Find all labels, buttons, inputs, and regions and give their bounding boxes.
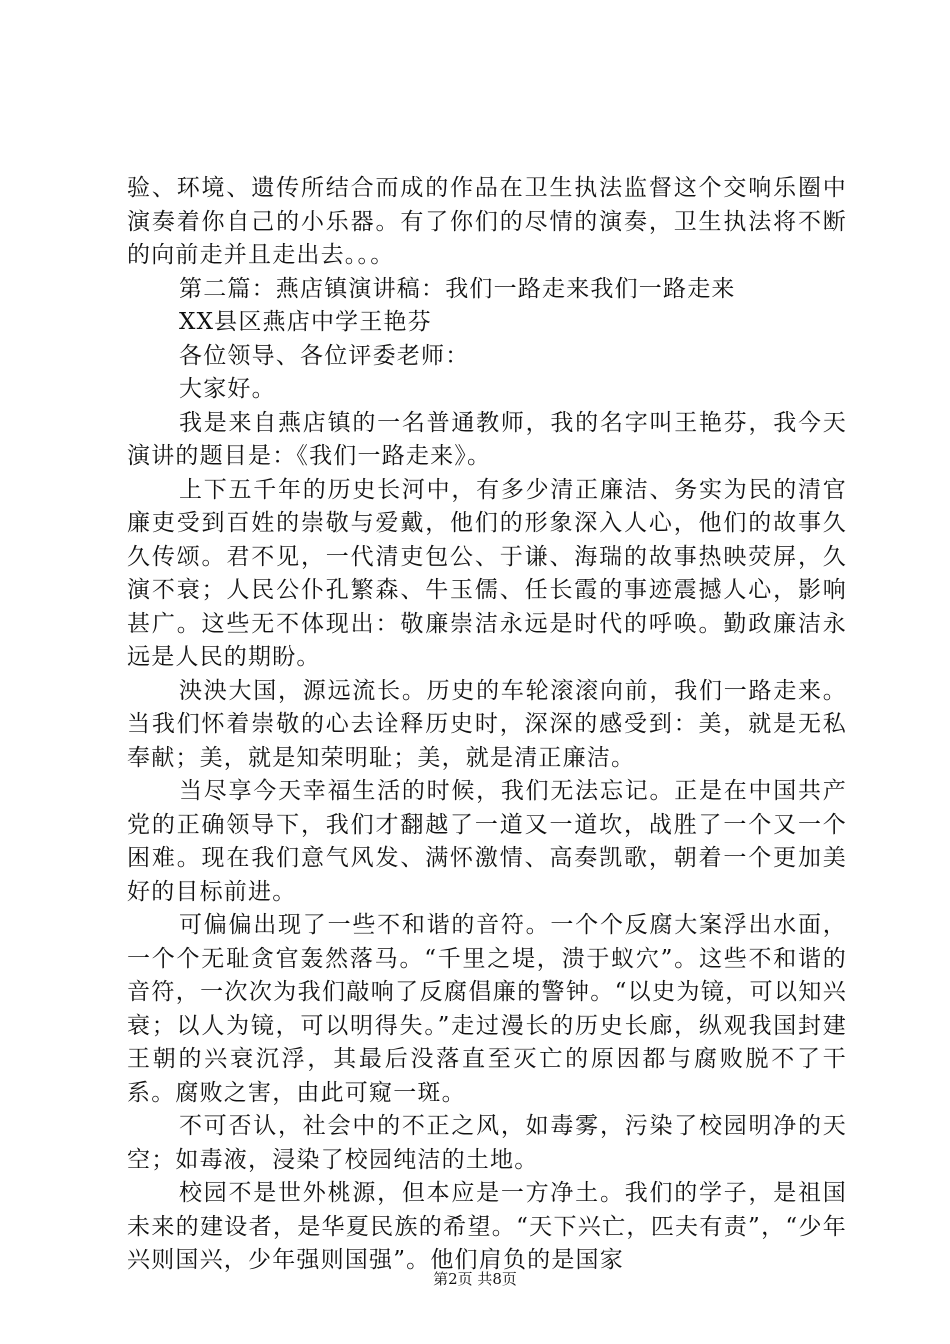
paragraph: 可偏偏出现了一些不和谐的音符。一个个反腐大案浮出水面，一个个无耻贪官轰然落马。“千里之堤，溃于蚁穴”。这些不和谐的音符，一次次为我们敲响了反腐倡廉的警钟。“以史为镜，可以知兴衰；以人为镜，可以明得失。”走过漫长的历史长廊，纵观我国封建王朝的兴衰沉浮，其最后没落直至灭亡的原因都与腐败脱不了干系。腐败之害，由此可窥一斑。	[127, 912, 847, 1106]
page-footer	[0, 1268, 950, 1289]
paragraph: 不可否认，社会中的不正之风，如毒雾，污染了校园明净的天空；如毒液，浸染了校园纯洁的土地。	[127, 1113, 847, 1173]
greeting: 大家好。	[179, 376, 276, 402]
paragraph: 校园不是世外桃源，但本应是一方净土。我们的学子，是祖国未来的建设者，是华夏民族的希望。“天下兴亡，匹夫有责”，“少年兴则国兴，少年强则国强”。他们肩负的是国家	[127, 1180, 847, 1273]
paragraph: 验、环境、遗传所结合而成的作品在卫生执法监督这个交响乐圈中演奏着你自己的小乐器。有了你们的尽情的演奏，卫生执法将不断的向前走并且走出去。。。	[127, 175, 847, 268]
paragraph: 上下五千年的历史长河中，有多少清正廉洁、务实为民的清官廉吏受到百姓的崇敬与爱戴，他们的形象深入人心，他们的故事久久传颂。君不见，一代清吏包公、于谦、海瑞的故事热映荧屏，久演不衰；人民公仆孔繁森、牛玉儒、任长霞的事迹震撼人心，影响甚广。这些无不体现出：敬廉崇洁永远是时代的呼唤。勤政廉洁永远是人民的期盼。	[127, 476, 847, 670]
document-body	[127, 172, 847, 1278]
section-heading: 第二篇：燕店镇演讲稿：我们一路走来我们一路走来	[179, 275, 736, 302]
paragraph: 我是来自燕店镇的一名普通教师，我的名字叫王艳芬，我今天演讲的题目是：《我们一路走来》。	[127, 409, 847, 469]
paragraph: 泱泱大国，源远流长。历史的车轮滚滚向前，我们一路走来。当我们怀着崇敬的心去诠释历史时，深深的感受到：美，就是无私奉献；美，就是知荣明耻；美，就是清正廉洁。	[127, 677, 847, 771]
salutation: 各位领导、各位评委老师：	[179, 342, 470, 369]
paragraph: 当尽享今天幸福生活的时候，我们无法忘记。正是在中国共产党的正确领导下，我们才翻越了一道又一道坎，战胜了一个又一个困难。现在我们意气风发、满怀激情、高奏凯歌，朝着一个更加美好的目标前进。	[127, 778, 847, 905]
author-line: XX县区燕店中学王艳芬	[179, 309, 432, 335]
page-number: 第2页 共8页	[433, 1270, 517, 1288]
